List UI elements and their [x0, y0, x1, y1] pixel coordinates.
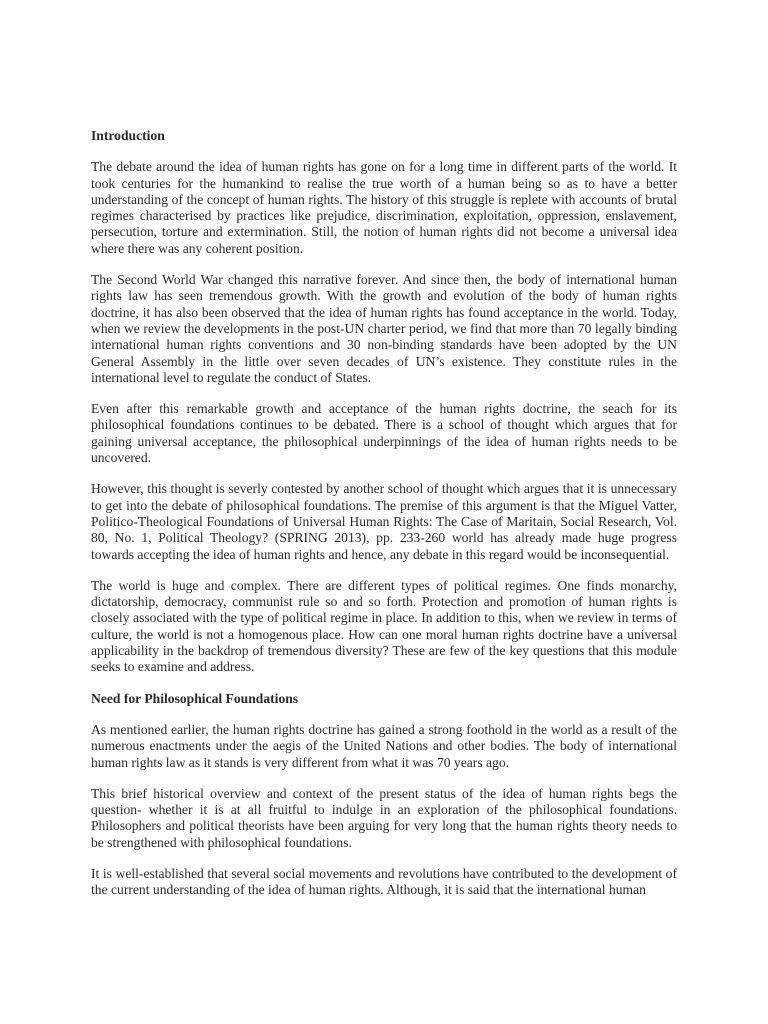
- paragraph: The Second World War changed this narrative forever. And since then, the body of international human rights law has seen tremendous growth. With the growth and evolution of the body of human rights doctrine, it has also been observed that the idea of human rights has found acceptance in the world. Today, when we review the developments in the post-UN charter period, we find that more than 70 legally binding international human rights conventions and 30 non-binding standards have been adopted by the UN General Assembly in the little over seven decades of UN’s existence. They constitute rules in the international level to regulate the conduct of States.: [91, 272, 677, 385]
- paragraph: The debate around the idea of human rights has gone on for a long time in different parts of the world. It took centuries for the humankind to realise the true worth of a human being so as to have a better understanding of the concept of human rights. The history of this struggle is replete with accounts of brutal regimes characterised by practices like prejudice, discrimination, exploitation, oppression, enslavement, persecution, torture and extermination. Still, the notion of human rights did not become a universal idea where there was any coherent position.: [91, 159, 677, 256]
- section-heading-philosophical-foundations: Need for Philosophical Foundations: [91, 690, 299, 706]
- section-heading-introduction: Introduction: [91, 128, 165, 143]
- paragraph: This brief historical overview and context of the present status of the idea of human rights begs the question- whether it is at all fruitful to indulge in an exploration of the philosophical foundations. Philosophers and political theorists have been arguing for very long that the human rights theory needs to be strengthened with philosophical foundations.: [91, 785, 677, 850]
- document-page: [91, 128, 677, 914]
- paragraph: Even after this remarkable growth and acceptance of the human rights doctrine, the seach for its philosophical foundations continues to be debated. There is a school of thought which argues that for gaining universal acceptance, the philosophical underpinnings of the idea of human rights needs to be uncovered.: [91, 401, 677, 466]
- paragraph: The world is huge and complex. There are different types of political regimes. One finds monarchy, dictatorship, democracy, communist rule so and so forth. Protection and promotion of human rights is closely associated with the type of political regime in place. In addition to this, when we review in terms of culture, the world is not a homogenous place. How can one moral human rights doctrine have a universal applicability in the backdrop of tremendous diversity? These are few of the key questions that this module seeks to examine and address.: [91, 577, 677, 675]
- paragraph: However, this thought is severly contested by another school of thought which argues that it is unnecessary to get into the debate of philosophical foundations. The premise of this argument is that the Miguel Vatter, Politico-Theological Foundations of Universal Human Rights: The Case of Maritain, Social Research, Vol. 80, No. 1, Political Theology? (SPRING 2013), pp. 233-260 world has already made huge progress towards accepting the idea of human rights and hence, any debate in this regard would be inconsequential.: [91, 481, 677, 562]
- paragraph: It is well-established that several social movements and revolutions have contributed to the development of the current understanding of the idea of human rights. Although, it is said that the international human: [91, 865, 677, 898]
- paragraph: As mentioned earlier, the human rights doctrine has gained a strong foothold in the world as a result of the numerous enactments under the aegis of the United Nations and other bodies. The body of international human rights law as it stands is very different from what it was 70 years ago.: [91, 721, 677, 770]
